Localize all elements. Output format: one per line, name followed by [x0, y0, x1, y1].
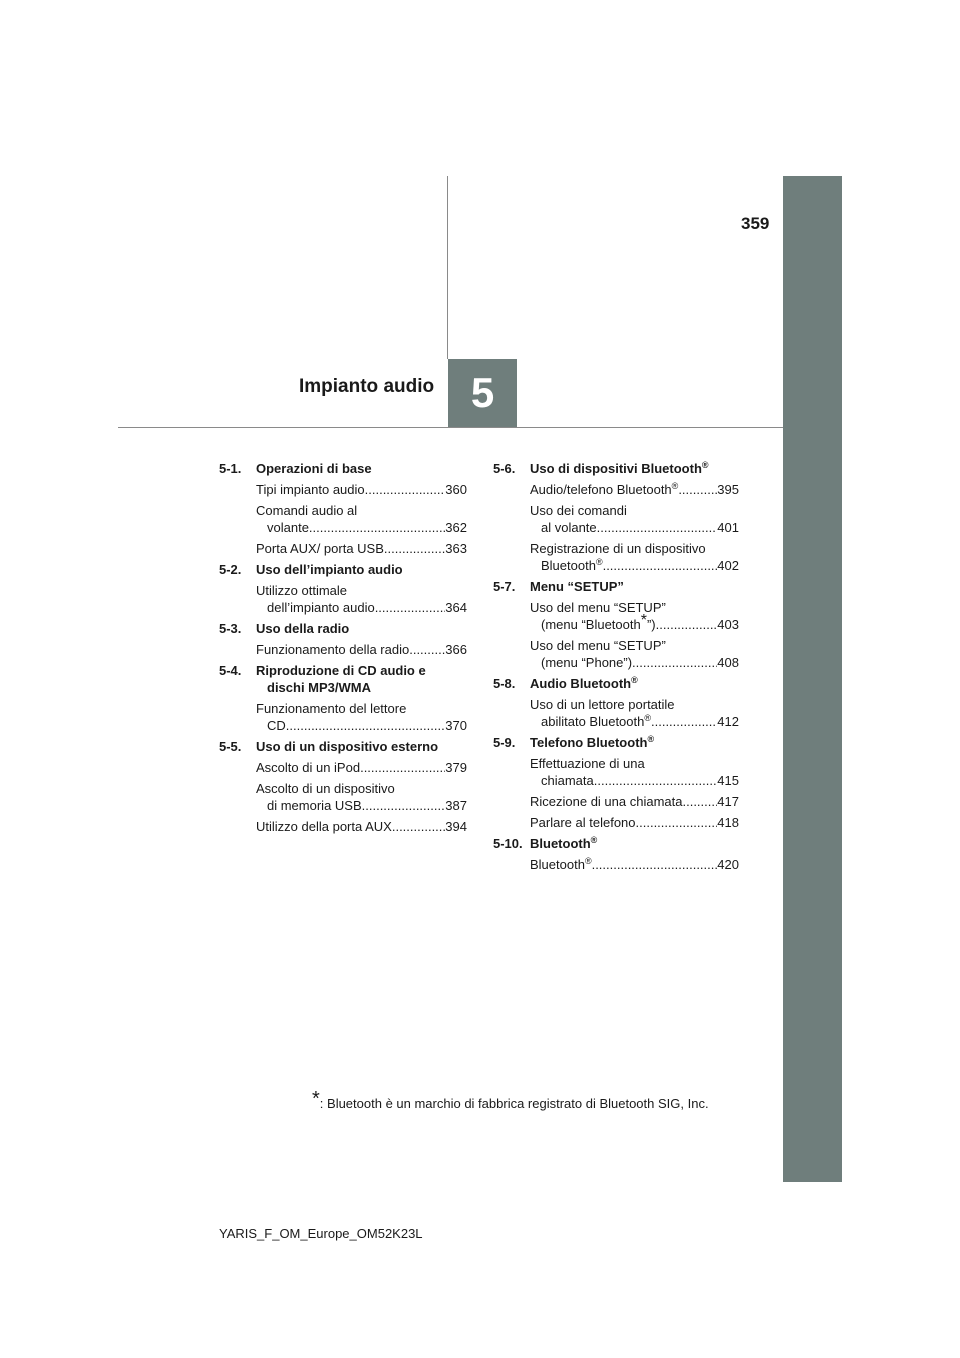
entry-text [256, 759, 360, 776]
entry-row [256, 481, 467, 498]
entry-row [530, 814, 739, 831]
entry-label: Funzionamento della radio [256, 642, 410, 657]
toc-entry[interactable] [219, 759, 467, 776]
section-heading[interactable] [493, 460, 739, 477]
entry-row [256, 717, 467, 734]
section-number: 5-6. [493, 461, 516, 476]
section-title-label: Uso di dispositivi Bluetooth [530, 461, 702, 476]
chapter-number-box: 5 [448, 359, 517, 427]
toc-section [493, 675, 739, 730]
dot-leader [392, 818, 445, 835]
entry-text [267, 797, 362, 814]
dot-leader [362, 797, 446, 814]
toc-entry[interactable] [219, 818, 467, 835]
entry-row [256, 818, 467, 835]
entry-row [256, 540, 467, 557]
entry-text [256, 481, 365, 498]
entry-label: CD [267, 718, 286, 733]
page-ref: 408 [717, 655, 739, 670]
chapter-title: Impianto audio [299, 376, 435, 397]
entry-text: Uso del menu “SETUP” [530, 600, 666, 615]
page-ref: 362 [445, 520, 467, 535]
entry-text [541, 519, 597, 536]
entry-label: Audio/telefono Bluetooth [530, 482, 672, 497]
section-heading[interactable] [493, 734, 739, 751]
entry-text [267, 599, 375, 616]
dot-leader [603, 557, 718, 574]
dot-leader [592, 856, 718, 873]
entry-text [530, 856, 592, 873]
toc-entry[interactable] [219, 502, 467, 536]
section-heading[interactable] [219, 620, 467, 637]
entry-text: Effettuazione di una [530, 756, 645, 771]
dot-leader [651, 713, 717, 730]
dot-leader [636, 814, 718, 831]
section-number: 5-7. [493, 579, 516, 594]
dot-leader [384, 540, 445, 557]
entry-text: Uso dei comandi [530, 503, 627, 518]
entry-text: Uso del menu “SETUP” [530, 638, 666, 653]
entry-row [256, 519, 467, 536]
entry-label-tail: ”) [646, 617, 656, 632]
page-ref: 360 [445, 482, 467, 497]
entry-label: Bluetooth [530, 857, 585, 872]
entry-text [256, 641, 409, 658]
section-title-text [256, 662, 467, 696]
toc-right-column [493, 460, 739, 877]
footnote-text: : Bluetooth è un marchio di fabbrica registrato di Bluetooth SIG, Inc. [319, 1096, 709, 1111]
page-ref: 366 [445, 642, 467, 657]
entry-label: Ricezione di una chiamata [530, 794, 683, 809]
section-title-text [530, 835, 739, 852]
dot-leader [309, 519, 445, 536]
entry-row [256, 797, 467, 814]
toc-section [219, 620, 467, 658]
page-ref: 379 [445, 760, 467, 775]
section-title-label: Uso di un dispositivo esterno [256, 739, 439, 754]
entry-text [256, 818, 392, 835]
section-title-label: Telefono Bluetooth [530, 735, 648, 750]
entry-row [256, 641, 467, 658]
entry-row [530, 654, 739, 671]
page-ref: 403 [717, 617, 739, 632]
toc-entry[interactable] [493, 793, 739, 810]
toc-entry[interactable] [493, 755, 739, 789]
dot-leader [365, 481, 446, 498]
entry-row [530, 713, 739, 730]
entry-label: al volante [541, 520, 597, 535]
registered-mark: ® [647, 734, 655, 744]
entry-text [541, 772, 594, 789]
toc-entry[interactable] [493, 637, 739, 671]
toc-entry[interactable] [493, 856, 739, 873]
entry-label: Parlare al telefono [530, 815, 636, 830]
section-number: 5-4. [219, 663, 242, 678]
toc-entry[interactable] [493, 814, 739, 831]
entry-text: Utilizzo ottimale [256, 583, 348, 598]
section-number: 5-5. [219, 739, 242, 754]
entry-text [530, 814, 636, 831]
toc-section [219, 561, 467, 616]
section-title-label: Menu “SETUP” [530, 579, 624, 594]
section-title-label: Bluetooth [530, 836, 591, 851]
toc-entry[interactable] [219, 582, 467, 616]
page-ref: 402 [717, 558, 739, 573]
section-title-label: Riproduzione di CD audio e [256, 663, 426, 678]
entry-label: (menu “Bluetooth [541, 617, 641, 632]
section-title-text [530, 578, 739, 595]
entry-row [530, 519, 739, 536]
entry-text [530, 793, 682, 810]
entry-text [267, 717, 286, 734]
entry-label: Tipi impianto audio [256, 482, 365, 497]
toc-entry[interactable] [219, 481, 467, 498]
entry-row [530, 793, 739, 810]
toc-left-column [219, 460, 467, 839]
dot-leader [597, 519, 718, 536]
entry-row [530, 772, 739, 789]
toc-entry[interactable] [219, 780, 467, 814]
section-number: 5-10. [493, 836, 523, 851]
section-title-label: Uso dell’impianto audio [256, 562, 403, 577]
section-heading[interactable] [219, 561, 467, 578]
section-title-label-2: dischi MP3/WMA [267, 680, 372, 695]
toc-section [219, 662, 467, 734]
registered-mark: ® [590, 835, 598, 845]
footnote-star: * [312, 1088, 320, 1110]
entry-row [530, 557, 739, 574]
dot-leader [360, 759, 445, 776]
dot-leader [409, 641, 445, 658]
entry-text: Funzionamento del lettore [256, 701, 407, 716]
toc-entry[interactable] [493, 481, 739, 498]
footnote [312, 1088, 709, 1111]
entry-text: Comandi audio al [256, 503, 358, 518]
entry-row [530, 856, 739, 873]
asterisk-mark: * [640, 612, 647, 629]
entry-label: (menu “Phone”) [541, 655, 633, 670]
section-number: 5-2. [219, 562, 242, 577]
page-ref: 394 [445, 819, 467, 834]
entry-label: di memoria USB [267, 798, 362, 813]
section-heading[interactable] [219, 460, 467, 477]
registered-mark: ® [595, 557, 603, 567]
dot-leader [682, 793, 717, 810]
entry-text [541, 654, 632, 671]
dot-leader [656, 616, 718, 633]
section-title-label: Operazioni di base [256, 461, 372, 476]
entry-label: Ascolto di un iPod [256, 760, 361, 775]
page-ref: 418 [717, 815, 739, 830]
registered-mark: ® [644, 713, 651, 723]
entry-text [541, 557, 603, 574]
section-title-text [256, 561, 467, 578]
registered-mark: ® [701, 460, 709, 470]
section-title-text [530, 675, 739, 692]
entry-text [267, 519, 309, 536]
registered-mark: ® [584, 856, 592, 866]
page-ref: 370 [445, 718, 467, 733]
registered-mark: ® [631, 675, 638, 685]
section-number: 5-3. [219, 621, 242, 636]
section-heading[interactable] [493, 578, 739, 595]
entry-text [530, 481, 678, 498]
toc-section [219, 460, 467, 557]
section-title-text [530, 460, 739, 477]
entry-text [541, 713, 651, 730]
section-title-text [530, 734, 739, 751]
entry-row [530, 612, 739, 633]
dot-leader [678, 481, 717, 498]
page-ref: 364 [445, 600, 467, 615]
page-ref: 417 [717, 794, 739, 809]
page-ref: 401 [717, 520, 739, 535]
page-ref: 387 [445, 798, 467, 813]
section-number: 5-9. [493, 735, 516, 750]
dot-leader [594, 772, 718, 789]
section-title-text [256, 620, 467, 637]
section-title-label: Audio Bluetooth [530, 676, 632, 691]
entry-label: Utilizzo della porta AUX [256, 819, 392, 834]
side-chapter-tab [783, 176, 842, 1182]
page-ref: 420 [717, 857, 739, 872]
toc-section [493, 734, 739, 831]
section-number: 5-8. [493, 676, 516, 691]
section-heading[interactable] [493, 835, 739, 852]
entry-label: volante [267, 520, 309, 535]
toc-section [493, 460, 739, 574]
entry-label: Bluetooth [541, 558, 596, 573]
page-number: 359 [741, 214, 770, 233]
dot-leader [286, 717, 446, 734]
toc-entry[interactable] [493, 540, 739, 574]
entry-text: Uso di un lettore portatile [530, 697, 675, 712]
page-ref: 395 [717, 482, 739, 497]
entry-label: abilitato Bluetooth [541, 714, 645, 729]
toc-entry[interactable] [219, 641, 467, 658]
toc-section [493, 835, 739, 873]
page-ref: 412 [717, 714, 739, 729]
header-rule [118, 427, 783, 428]
toc-section [493, 578, 739, 671]
entry-text: Registrazione di un dispositivo [530, 541, 706, 556]
section-title-label: Uso della radio [256, 621, 350, 636]
entry-row [530, 481, 739, 498]
section-heading[interactable] [493, 675, 739, 692]
entry-text [256, 540, 384, 557]
toc-entry[interactable] [493, 599, 739, 633]
entry-label: chiamata [541, 773, 594, 788]
section-heading[interactable] [219, 738, 467, 755]
toc-entry[interactable] [493, 696, 739, 730]
entry-label: Porta AUX/ porta USB [256, 541, 384, 556]
dot-leader [375, 599, 446, 616]
entry-text: Ascolto di un dispositivo [256, 781, 395, 796]
toc-entry[interactable] [493, 502, 739, 536]
page-ref: 363 [445, 541, 467, 556]
section-number: 5-1. [219, 461, 242, 476]
toc-entry[interactable] [219, 540, 467, 557]
section-heading[interactable] [219, 662, 467, 696]
section-title-text [256, 460, 467, 477]
toc-section [219, 738, 467, 835]
registered-mark: ® [671, 481, 679, 491]
entry-row [256, 599, 467, 616]
toc-entry[interactable] [219, 700, 467, 734]
vertical-divider [447, 176, 448, 359]
entry-row [256, 759, 467, 776]
document-code: YARIS_F_OM_Europe_OM52K23L [219, 1226, 423, 1241]
entry-label: dell’impianto audio [267, 600, 375, 615]
section-title-text [256, 738, 467, 755]
entry-text [541, 612, 656, 633]
dot-leader [632, 654, 717, 671]
page-ref: 415 [717, 773, 739, 788]
